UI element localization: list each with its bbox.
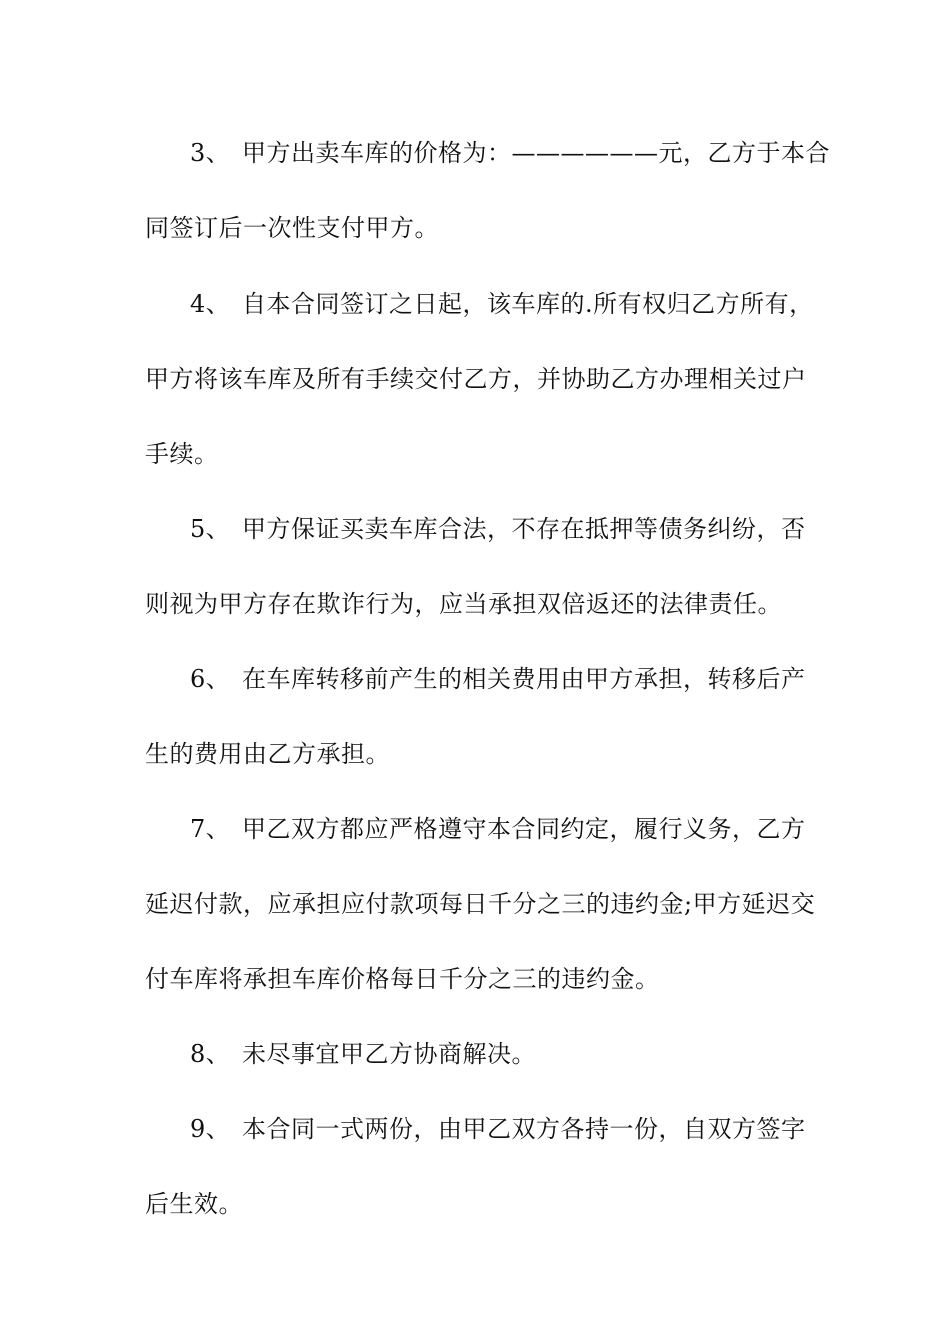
clause-5-continuation: 则视为甲方存在欺诈行为，应当承担双倍返还的法律责任。	[145, 590, 782, 618]
clause-text: 未尽事宜甲乙方协商解决。	[242, 1040, 536, 1068]
clause-4-continuation: 甲方将该车库及所有手续交付乙方，并协助乙方办理相关过户	[145, 365, 807, 393]
clause-7-first-line	[190, 809, 805, 849]
clause-text: 在车库转移前产生的相关费用由甲方承担，转移后产	[242, 665, 806, 693]
clause-8-first-line	[190, 1034, 805, 1074]
clause-number: 4、	[190, 290, 231, 318]
clause-3-continuation: 同签订后一次性支付甲方。	[145, 214, 439, 242]
clause-5-first-line	[190, 509, 805, 549]
clause-6-first-line	[190, 659, 805, 699]
clause-4-continuation: 手续。	[145, 440, 219, 468]
clause-text: 甲方保证买卖车库合法，不存在抵押等债务纠纷，否	[242, 515, 806, 543]
clause-9-continuation: 后生效。	[145, 1190, 243, 1218]
clause-3-first-line	[190, 133, 830, 173]
clause-7-continuation: 付车库将承担车库价格每日千分之三的违约金。	[145, 965, 660, 993]
clause-number: 6、	[190, 665, 231, 693]
clause-4-first-line	[190, 284, 814, 324]
clause-text: 甲方出卖车库的价格为：——————元，乙方于本合	[242, 139, 830, 167]
clause-number: 7、	[190, 815, 231, 843]
clause-number: 5、	[190, 515, 231, 543]
clause-7-continuation: 延迟付款，应承担应付款项每日千分之三的违约金;甲方延迟交	[145, 890, 816, 918]
clause-text: 甲乙双方都应严格遵守本合同约定，履行义务，乙方	[242, 815, 806, 843]
clause-number: 9、	[190, 1115, 231, 1143]
clause-6-continuation: 生的费用由乙方承担。	[145, 740, 390, 768]
clause-9-first-line	[190, 1109, 805, 1149]
clause-number: 8、	[190, 1040, 231, 1068]
clause-number: 3、	[190, 139, 231, 167]
clause-text: 自本合同签订之日起，该车库的.所有权归乙方所有，	[242, 290, 814, 318]
clause-text: 本合同一式两份，由甲乙双方各持一份，自双方签字	[242, 1115, 806, 1143]
